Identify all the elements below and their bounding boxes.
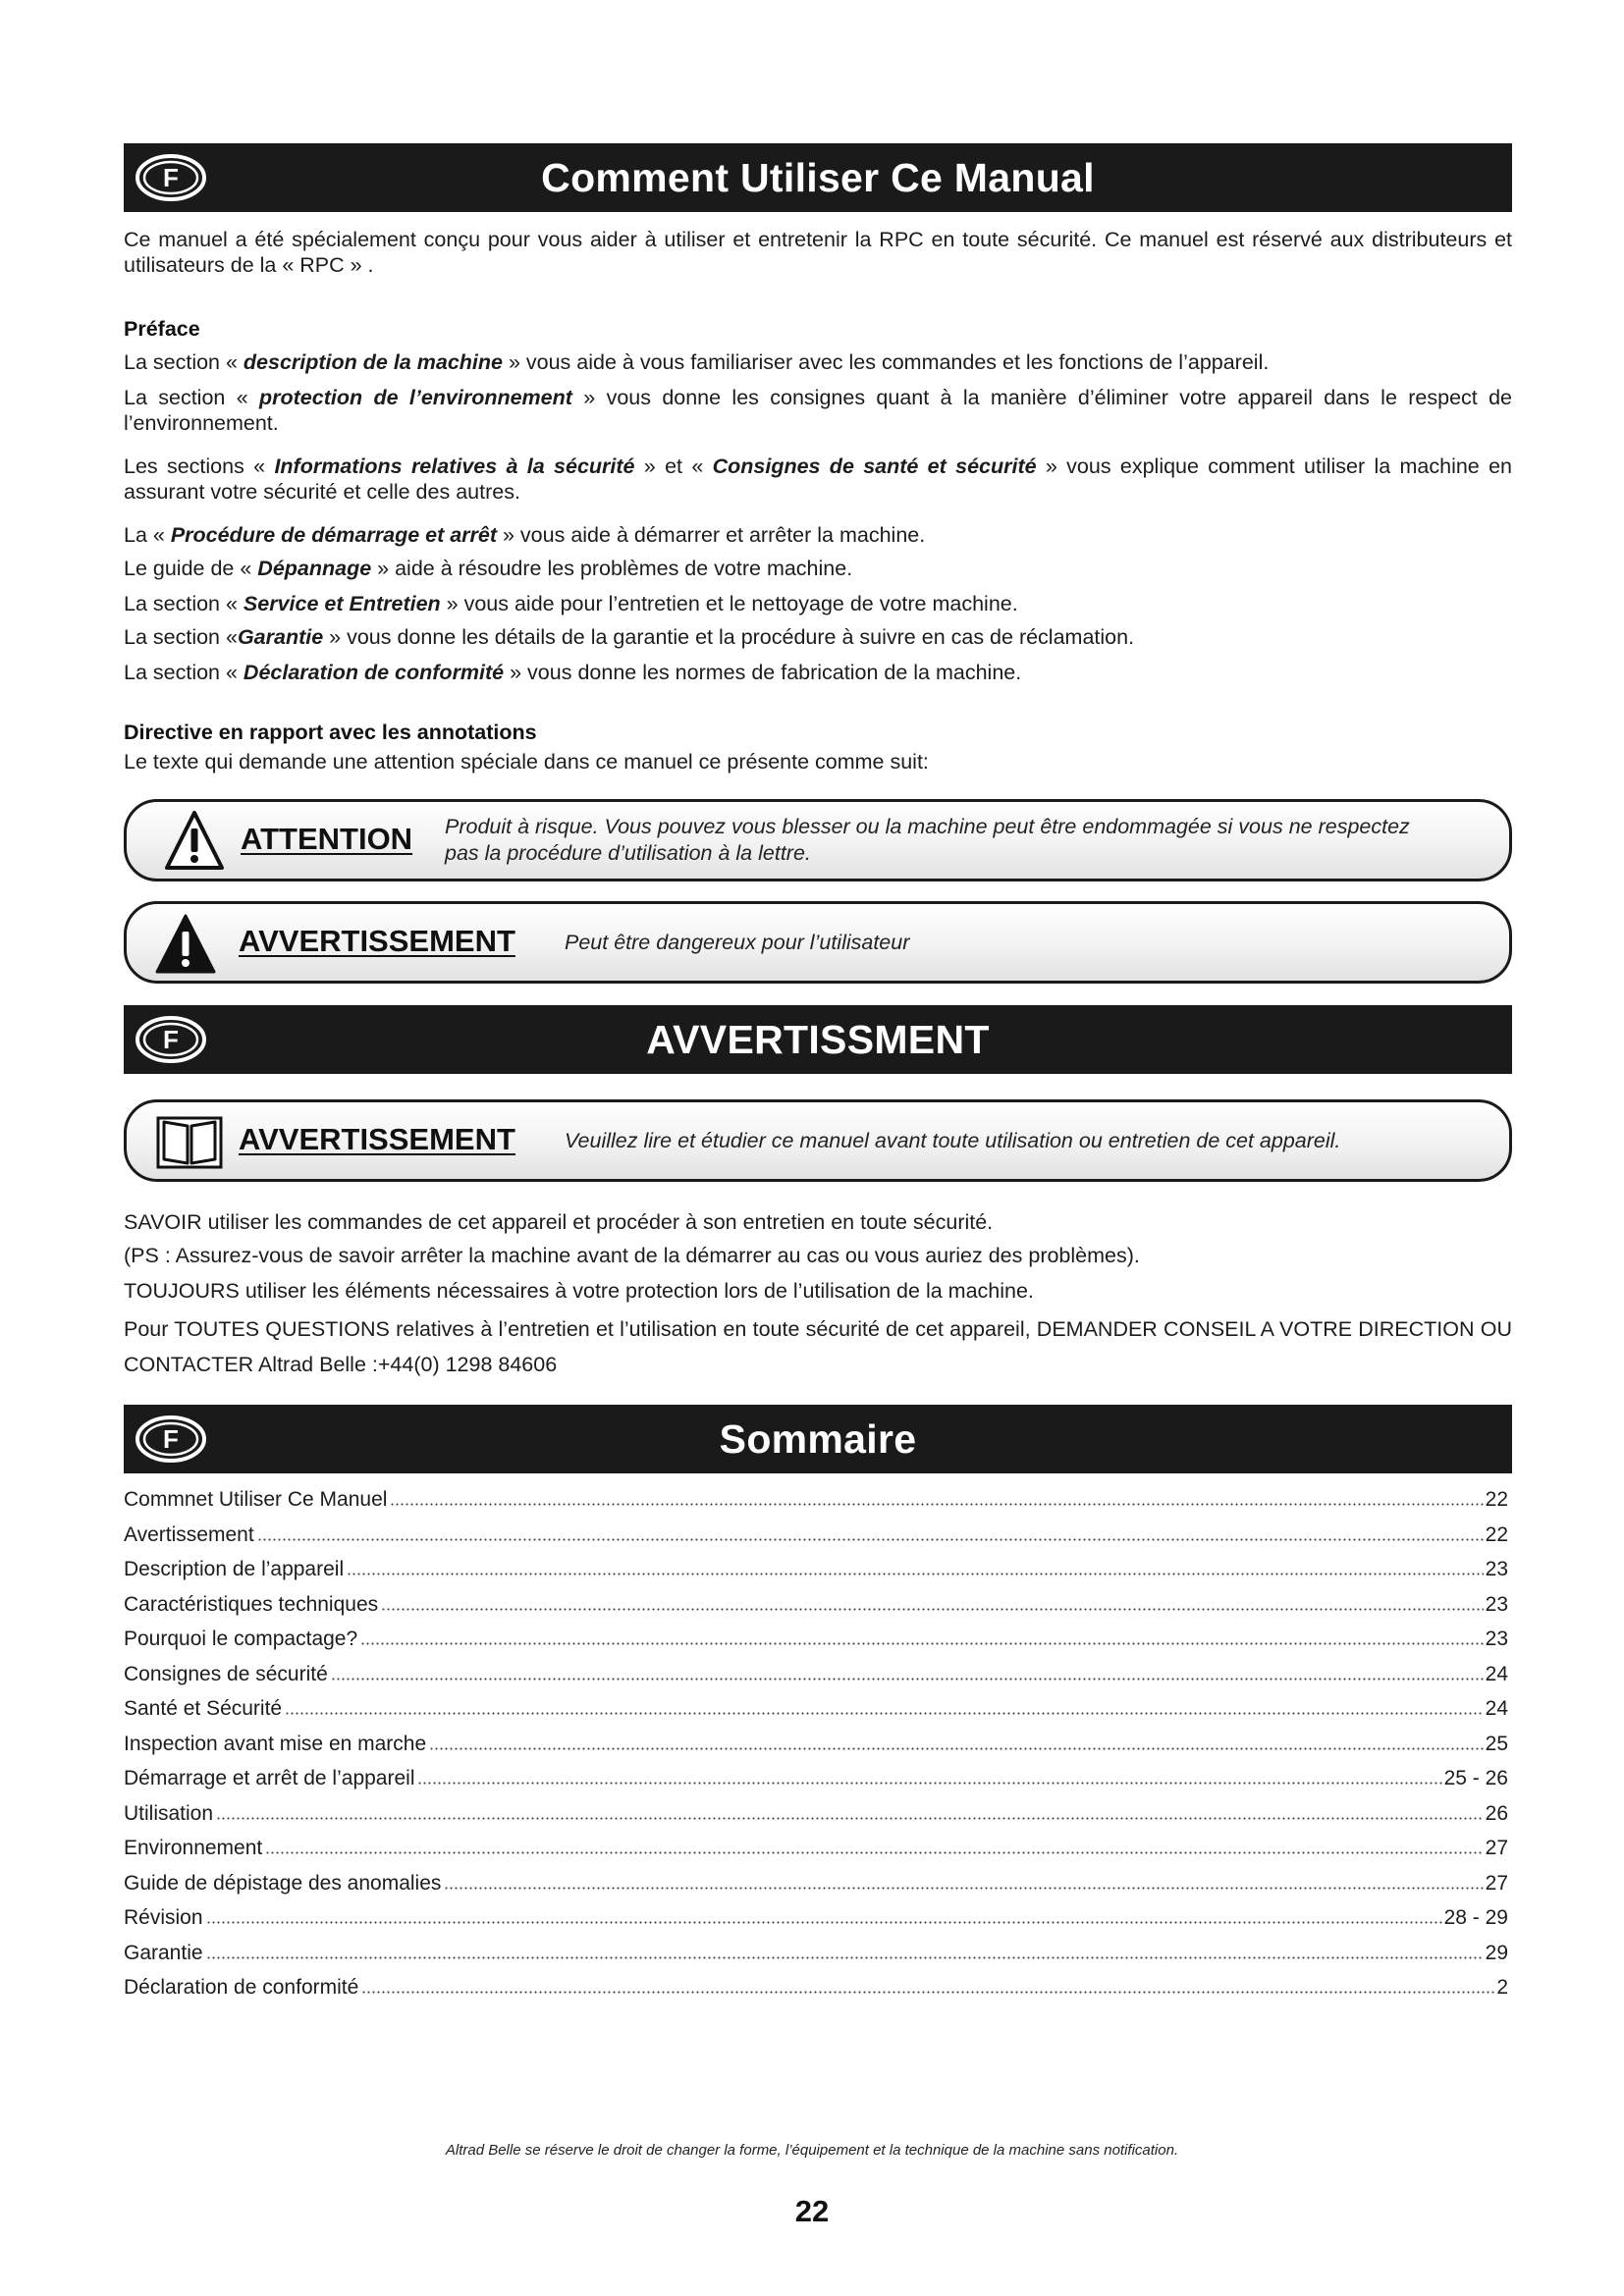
directive-text: Le texte qui demande une attention spéciale dans ce manuel ce présente comme suit: (124, 750, 929, 774)
toc-entry (124, 1866, 1508, 1896)
preface-item: La section « protection de l’environnement » vous donne les consignes quant à la manière d’éliminer votre appareil dans le respect de l’environnement. (124, 386, 1512, 435)
preface-item: Les sections « Informations relatives à la sécurité » et « Consignes de santé et sécurité » vous explique comment utiliser la machine en assurant votre sécurité et celle des autres. (124, 454, 1512, 504)
toc-entry-page: 23 (1485, 1558, 1508, 1580)
preface-heading: Préface (124, 317, 200, 341)
directive-heading: Directive en rapport avec les annotations (124, 721, 537, 744)
toc-dot-leader (331, 1678, 1484, 1681)
toc-entry-title: Guide de dépistage des anomalies (124, 1871, 442, 1895)
toc-entry-page: 27 (1485, 1871, 1508, 1895)
toc-entry (124, 1518, 1508, 1547)
toc-dot-leader (285, 1712, 1484, 1715)
toc-entry-title: Caractéristiques techniques (124, 1592, 379, 1616)
toc-entry-page: 2 (1496, 1976, 1508, 1999)
toc-entry-page: 27 (1485, 1837, 1508, 1859)
preface-item: La « Procédure de démarrage et arrêt » vous aide à démarrer et arrêter la machine. (124, 523, 926, 547)
toc-entry (124, 1482, 1508, 1512)
toc-entry (124, 1831, 1508, 1860)
toc-entry (124, 1796, 1508, 1826)
section-header-contents (124, 1405, 1512, 1473)
toc-entry-title: Démarrage et arrêt de l’appareil (124, 1767, 415, 1789)
toc-entry (124, 1727, 1508, 1756)
toc-dot-leader (347, 1573, 1484, 1575)
section-title: Comment Utiliser Ce Manual (541, 155, 1095, 200)
toc-dot-leader (361, 1991, 1494, 1994)
toc-entry-page: 23 (1485, 1628, 1508, 1650)
svg-text:F: F (163, 1025, 179, 1054)
toc-entry (124, 1622, 1508, 1651)
toc-entry (124, 1970, 1508, 2000)
manual-book-icon (154, 1112, 225, 1173)
section-header-warning (124, 1005, 1512, 1074)
warning-label: AVVERTISSEMENT (239, 924, 515, 958)
toc-entry (124, 1552, 1508, 1581)
svg-text:F: F (163, 1424, 179, 1454)
svg-text:F: F (163, 163, 179, 192)
toc-entry (124, 1900, 1508, 1930)
toc-entry-title: Description de l’appareil (124, 1558, 345, 1580)
toc-entry-page: 28 - 29 (1443, 1906, 1508, 1929)
preface-item: Le guide de « Dépannage » aide à résoudre les problèmes de votre machine. (124, 557, 853, 580)
toc-entry-page: 23 (1485, 1592, 1508, 1616)
read-manual-callout (124, 1099, 1512, 1182)
toc-entry-page: 25 (1485, 1732, 1508, 1755)
toc-entry-title: Commnet Utiliser Ce Manuel (124, 1488, 388, 1511)
warning-triangle-filled-icon (154, 913, 217, 976)
toc-entry-page: 26 (1485, 1801, 1508, 1825)
page-number: 22 (794, 2194, 830, 2228)
footer-disclaimer: Altrad Belle se réserve le droit de changer la forme, l’équipement et la technique de la machine sans notification. (445, 2142, 1179, 2159)
attention-callout (124, 799, 1512, 881)
warning-line: SAVOIR utiliser les commandes de cet appareil et procéder à son entretien en toute sécurité. (124, 1210, 994, 1234)
section-header-how-to-use (124, 143, 1512, 212)
toc-entry-title: Révision (124, 1906, 203, 1929)
toc-dot-leader (206, 1921, 1442, 1924)
section-title: AVVERTISSMENT (646, 1017, 990, 1062)
attention-label: ATTENTION (241, 822, 413, 856)
toc-entry-title: Santé et Sécurité (124, 1697, 283, 1720)
warning-line-contact: Pour TOUTES QUESTIONS relatives à l’entretien et l’utilisation en toute sécurité de cet appareil, DEMANDER CONSEIL A VOTRE DIRECTION OU CONTACTER Altrad Belle :+44(0) 1298 84606 (124, 1317, 1512, 1376)
toc-entry (124, 1691, 1508, 1721)
toc-entry-title: Utilisation (124, 1801, 214, 1825)
warning-triangle-outline-icon (164, 809, 225, 872)
toc-dot-leader (417, 1782, 1441, 1785)
toc-entry-page: 24 (1485, 1697, 1508, 1720)
preface-item: La section « Déclaration de conformité » vous donne les normes de fabrication de la machine. (124, 661, 1022, 684)
toc-dot-leader (206, 1956, 1484, 1959)
toc-entry (124, 1936, 1508, 1965)
toc-dot-leader (265, 1851, 1483, 1854)
toc-entry-page: 22 (1485, 1522, 1508, 1546)
toc-dot-leader (257, 1538, 1484, 1541)
toc-dot-leader (444, 1887, 1483, 1890)
attention-text: Produit à risque. Vous pouvez vous blesser ou la machine peut être endommagée si vous ne respectez pas la procédure d’utilisation à la lettre. (445, 815, 1410, 865)
toc-entry-title: Garantie (124, 1941, 203, 1964)
toc-dot-leader (216, 1817, 1484, 1820)
warning-line: TOUJOURS utiliser les éléments nécessaires à votre protection lors de l’utilisation de la machine. (124, 1279, 1034, 1303)
toc-dot-leader (360, 1642, 1483, 1645)
toc-entry-page: 24 (1485, 1662, 1508, 1685)
toc-entry-page: 25 - 26 (1443, 1767, 1508, 1789)
toc-entry-page: 22 (1485, 1488, 1508, 1511)
toc-entry (124, 1761, 1508, 1790)
toc-entry-title: Avertissement (124, 1522, 254, 1546)
warning-callout (124, 901, 1512, 984)
toc-entry (124, 1657, 1508, 1686)
preface-item: La section « Service et Entretien » vous aide pour l’entretien et le nettoyage de votre machine. (124, 592, 1018, 615)
intro-paragraph: Ce manuel a été spécialement conçu pour vous aider à utiliser et entretenir la RPC en toute sécurité. Ce manuel est réservé aux distributeurs et utilisateurs de la « RPC » . (124, 228, 1512, 277)
warning-line: (PS : Assurez-vous de savoir arrêter la machine avant de la démarrer au cas ou vous auriez des problèmes). (124, 1244, 1140, 1267)
toc-entry-title: Consignes de sécurité (124, 1662, 328, 1685)
warning-text: Peut être dangereux pour l’utilisateur (565, 931, 910, 954)
toc-entry-page: 29 (1485, 1941, 1508, 1964)
toc-entry-title: Pourquoi le compactage? (124, 1628, 358, 1650)
toc-entry-title: Inspection avant mise en marche (124, 1732, 427, 1755)
toc-dot-leader (381, 1608, 1484, 1611)
toc-dot-leader (390, 1503, 1483, 1506)
toc-dot-leader (429, 1747, 1483, 1750)
toc-entry (124, 1587, 1508, 1617)
toc-entry-title: Environnement (124, 1837, 263, 1859)
read-manual-label: AVVERTISSEMENT (239, 1122, 515, 1156)
section-title: Sommaire (719, 1416, 917, 1462)
preface-item: La section «Garantie » vous donne les détails de la garantie et la procédure à suivre en cas de réclamation. (124, 625, 1135, 649)
toc-entry-title: Déclaration de conformité (124, 1976, 359, 1999)
read-manual-text: Veuillez lire et étudier ce manuel avant toute utilisation ou entretien de cet appareil. (565, 1129, 1341, 1152)
preface-item: La section « description de la machine » vous aide à vous familiariser avec les commandes et les fonctions de l’appareil. (124, 350, 1270, 374)
